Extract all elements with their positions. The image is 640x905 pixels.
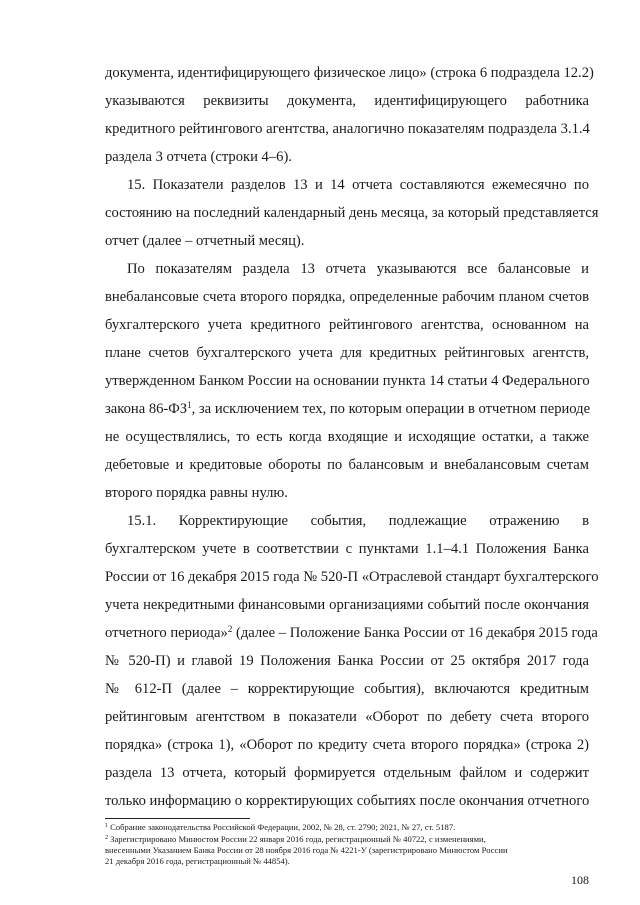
- footnote-1: [105, 822, 589, 833]
- page-number: 108: [571, 873, 589, 887]
- body-line: [105, 400, 589, 418]
- footnote-2-line: внесенными Указанием Банка России от 28 ноября 2016 года № 4221-У (зарегистрировано Минюстом России: [105, 845, 508, 855]
- body-line: России от 16 декабря 2015 года № 520-П «Отраслевой стандарт бухгалтерского: [105, 569, 599, 585]
- body-line: кредитного рейтингового агентства, аналогично показателям подраздела 3.1.4: [105, 121, 590, 137]
- body-line: 15. Показатели разделов 13 и 14 отчета составляются ежемесячно по: [127, 177, 589, 193]
- body-line: дебетовые и кредитовые обороты по балансовым и внебалансовым счетам: [105, 457, 589, 473]
- footnote-2: [105, 834, 589, 845]
- footnote-mark: 2: [105, 835, 108, 841]
- body-line: плане счетов бухгалтерского учета для кредитных рейтинговых агентств,: [105, 345, 589, 361]
- footnote-text: Зарегистрировано Минюстом России 22 января 2016 года, регистрационный № 40722, с изменениями,: [108, 834, 486, 844]
- footnote-2-line: 21 декабря 2016 года, регистрационный № 44854).: [105, 856, 290, 866]
- body-line: рейтинговым агентством в показатели «Оборот по дебету счета второго: [105, 709, 589, 725]
- body-line: внебалансовые счета второго порядка, определенные рабочим планом счетов: [105, 289, 589, 305]
- body-line: [105, 624, 598, 642]
- body-line: бухгалтерского учета кредитного рейтингового агентства, основанном на: [105, 317, 589, 333]
- body-line: порядка» (строка 1), «Оборот по кредиту счета второго порядка» (строка 2): [105, 737, 589, 753]
- footnote-divider: [105, 818, 250, 819]
- body-line: документа, идентифицирующего физическое лицо» (строка 6 подраздела 12.2): [105, 65, 594, 81]
- body-line-text: , за исключением тех, по которым операции в отчетном периоде: [191, 401, 591, 417]
- body-line: бухгалтерском учете в соответствии с пунктами 1.1–4.1 Положения Банка: [105, 541, 589, 557]
- body-line: утвержденном Банком России на основании пункта 14 статьи 4 Федерального: [105, 373, 590, 389]
- footnote-ref[interactable]: 1: [187, 400, 192, 410]
- body-line: 15.1. Корректирующие события, подлежащие отражению в: [127, 513, 589, 529]
- body-line-text: отчетного периода»: [105, 625, 228, 641]
- footnote-ref[interactable]: 2: [227, 624, 233, 634]
- body-line-text: закона 86-ФЗ: [105, 401, 188, 417]
- footnote-mark: 1: [105, 823, 108, 829]
- body-line: По показателям раздела 13 отчета указываются все балансовые и: [127, 261, 589, 277]
- body-line-text: (далее – Положение Банка России от 16 декабря 2015 года: [232, 625, 598, 641]
- body-line: раздела 3 отчета (строки 4–6).: [105, 149, 292, 165]
- body-line: № 612-П (далее – корректирующие события), включаются кредитным: [105, 681, 589, 697]
- body-line: только информацию о корректирующих событиях после окончания отчетного: [105, 793, 590, 809]
- body-line: отчет (далее – отчетный месяц).: [105, 233, 305, 249]
- body-line: не осуществлялись, то есть когда входящие и исходящие остатки, а также: [105, 429, 589, 445]
- body-line: № 520-П) и главой 19 Положения Банка России от 25 октября 2017 года: [105, 653, 589, 669]
- body-line: указываются реквизиты документа, идентифицирующего работника: [105, 93, 589, 109]
- body-line: второго порядка равны нулю.: [105, 485, 288, 501]
- body-line: учета некредитными финансовыми организациями событий после окончания: [105, 597, 589, 613]
- footnote-text: Собрание законодательства Российской Федерации, 2002, № 28, ст. 2790; 2021, № 27, ст. 5187.: [108, 822, 456, 832]
- body-line: раздела 13 отчета, который формируется отдельным файлом и содержит: [105, 765, 589, 781]
- body-line: состоянию на последний календарный день месяца, за который представляется: [105, 205, 599, 221]
